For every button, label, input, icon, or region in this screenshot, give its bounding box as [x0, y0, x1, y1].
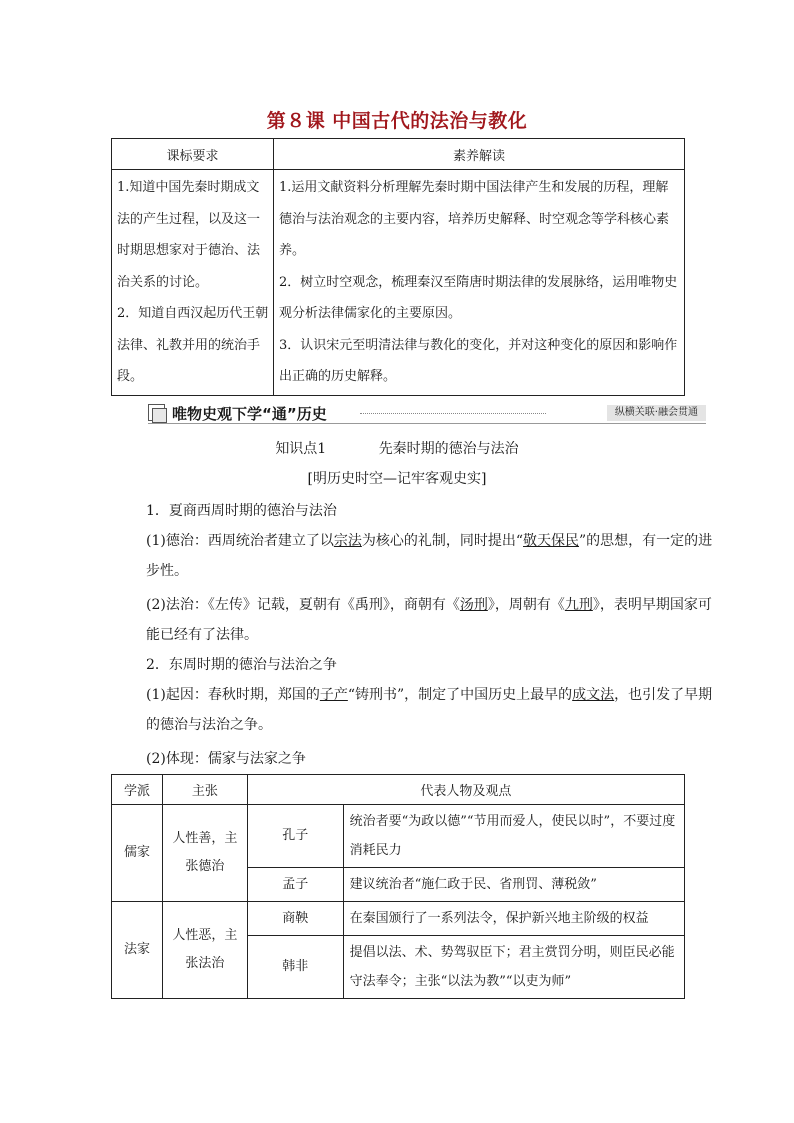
section-title: 唯物史观下学“通”历史 [172, 405, 327, 423]
view-cell: 提倡以法、术、势驾驭臣下；君主赏罚分明，则臣民必能守法奉令；主张“以法为教”“以吏为师” [343, 936, 684, 999]
literacy-item: 3．认识宋元至明清法律与教化的变化，并对这种变化的原因和影响作出正确的历史解释。 [279, 337, 678, 384]
fill-in-chengwenfa: 成文法 [572, 687, 615, 703]
fill-in-jingtianbaomin: 敬天保民 [523, 533, 580, 549]
heading-xia-shang-zhou: 1．夏商西周时期的德治与法治 [146, 503, 337, 519]
fill-in-tangxing: 汤刑 [459, 597, 488, 613]
school-cell: 法家 [112, 902, 163, 999]
literacy-item: 1.运用文献资料分析理解先秦时期中国法律产生和发展的历程，理解德治与法治观念的主要内容，培养历史解释、时空观念等学科核心素养。 [279, 180, 670, 258]
table-row [112, 805, 685, 868]
col-header-school: 学派 [112, 775, 163, 805]
claim-cell: 人性恶，主张法治 [162, 902, 247, 999]
person-cell: 韩非 [247, 936, 343, 999]
square-icon [152, 408, 167, 423]
view-cell: 统治者要“为政以德”“节用而爱人，使民以时”，不要过度消耗民力 [343, 805, 684, 868]
dotted-divider [360, 413, 546, 414]
section-banner [148, 403, 706, 423]
heading-eastern-zhou: 2．东周时期的德治与法治之争 [146, 657, 337, 673]
view-cell: 建议统治者“施仁政于民、省刑罚、薄税敛” [343, 868, 684, 902]
paragraph-origin: (1)起因：春秋时期，郑国的子产“铸刑书”，制定了中国历史上最早的成文法，也引发了早期的德治与法治之争。 [146, 687, 713, 733]
page-title: 第８课 中国古代的法治与教化 [266, 110, 528, 132]
col-header-claim: 主张 [162, 775, 247, 805]
knowledge-point-subtitle: [明历史时空—记牢客观史实] [307, 471, 487, 487]
literacy-item: 2．树立时空观念，梳理秦汉至隋唐时期法律的发展脉络，运用唯物史观分析法律儒家化的主要原因。 [279, 274, 678, 321]
col-header-people: 代表人物及观点 [247, 775, 684, 805]
paragraph-manifestation: (2)体现：儒家与法家之争 [146, 751, 306, 767]
requirements-cell [112, 170, 274, 396]
table-row [112, 902, 685, 936]
curriculum-standards-table [111, 138, 685, 396]
fill-in-zongfa: 宗法 [333, 533, 362, 549]
requirement-item: 2．知道自西汉起历代王朝法律、礼教并用的统治手段。 [117, 306, 269, 384]
paragraph-rule-by-law: (2)法治：《左传》记载，夏朝有《禹刑》，商朝有《汤刑》，周朝有《九刑》，表明早期国家可能已经有了法律。 [146, 597, 712, 643]
fill-in-zichan: 子产 [319, 687, 348, 703]
section-tag: 纵横关联·融会贯通 [607, 405, 706, 421]
standards-header-requirements: 课标要求 [112, 139, 274, 170]
claim-cell: 人性善，主张德治 [162, 805, 247, 902]
paragraph-rule-by-virtue: (1)德治：西周统治者建立了以宗法为核心的礼制，同时提出“敬天保民”的思想，有一定的进步性。 [146, 533, 713, 579]
knowledge-point-label: 知识点1 [275, 441, 327, 457]
section-underline [148, 423, 706, 424]
standards-header-literacy: 素养解读 [274, 139, 685, 170]
fill-in-jiuxing: 九刑 [564, 597, 593, 613]
person-cell: 商鞅 [247, 902, 343, 936]
school-cell: 儒家 [112, 805, 163, 902]
person-cell: 孔子 [247, 805, 343, 868]
view-cell: 在秦国颁行了一系列法令，保护新兴地主阶级的权益 [343, 902, 684, 936]
knowledge-point-heading [0, 438, 794, 458]
requirement-item: 1.知道中国先秦时期成文法的产生过程，以及这一时期思想家对于德治、法治关系的讨论。 [117, 180, 261, 290]
confucian-legalist-table [111, 774, 685, 999]
person-cell: 孟子 [247, 868, 343, 902]
literacy-cell [274, 170, 685, 396]
knowledge-point-title: 先秦时期的德治与法治 [378, 441, 519, 457]
